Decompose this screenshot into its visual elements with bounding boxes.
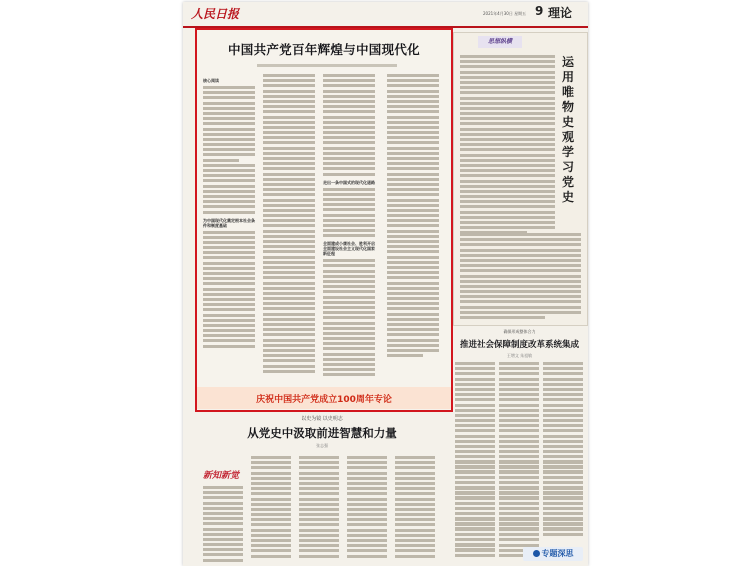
text-column bbox=[455, 460, 495, 553]
sidebar-article[interactable] bbox=[453, 32, 588, 326]
text-column bbox=[263, 74, 315, 375]
feature-title: 中国共产党百年辉煌与中国现代化 bbox=[227, 42, 420, 57]
text-column bbox=[203, 74, 255, 350]
column-tag: 思想纵横 bbox=[478, 36, 522, 48]
text-column bbox=[323, 74, 375, 379]
subhead: 核心阅读 bbox=[203, 78, 219, 83]
title-char: 习 bbox=[561, 160, 574, 174]
text-column bbox=[387, 74, 439, 359]
text-column bbox=[395, 456, 435, 560]
article-byline: 王增文 朱祖敏 bbox=[506, 353, 533, 358]
feature-banner bbox=[197, 387, 451, 409]
title-char: 党 bbox=[561, 175, 574, 189]
masthead bbox=[183, 2, 588, 28]
feature-article[interactable] bbox=[195, 28, 453, 412]
subhead: 走出一条中国式的现代化道路 bbox=[323, 179, 375, 185]
feature-dek bbox=[257, 64, 397, 67]
title-char: 唯 bbox=[561, 85, 574, 99]
article-title[interactable]: 推进社会保障制度改革系统集成 bbox=[459, 340, 579, 350]
text-column bbox=[347, 456, 387, 560]
article-kicker: 确保形成整体合力 bbox=[503, 329, 536, 334]
title-char: 物 bbox=[561, 100, 574, 114]
subhead: 为中国现代化奠定根本社会条件和制度基础 bbox=[203, 217, 255, 228]
newspaper-page bbox=[183, 2, 588, 566]
text-column bbox=[203, 486, 243, 564]
special-badge[interactable] bbox=[523, 547, 583, 561]
title-char: 用 bbox=[561, 70, 574, 84]
text-column bbox=[251, 456, 291, 560]
column-tag: 新知新觉 bbox=[203, 471, 240, 481]
title-char: 观 bbox=[561, 130, 574, 144]
sidebar-title bbox=[558, 55, 578, 205]
subhead: 全面建成小康社会、胜利开启全面建设社会主义现代化国家新征程 bbox=[323, 241, 375, 257]
article-title[interactable]: 从党史中汲取前进智慧和力量 bbox=[247, 426, 397, 440]
title-char: 运 bbox=[561, 55, 574, 69]
banner-text: 庆祝中国共产党成立100周年专论 bbox=[256, 395, 392, 405]
text-column bbox=[299, 456, 339, 560]
newspaper-logo: 人民日报 bbox=[191, 7, 240, 21]
title-char: 学 bbox=[561, 145, 574, 159]
article-byline: 张志强 bbox=[316, 443, 328, 448]
article-kicker: 以史为镜 以史明志 bbox=[301, 416, 343, 422]
title-char: 史 bbox=[561, 190, 574, 204]
text-column bbox=[543, 460, 583, 533]
sidebar-text bbox=[460, 55, 555, 237]
page-number: 9 bbox=[535, 4, 544, 18]
sidebar-text bbox=[460, 233, 581, 321]
text-column bbox=[499, 460, 539, 538]
issue-date: 2021年4月30日 星期五 bbox=[483, 11, 527, 16]
badge-text: 专题深思 bbox=[541, 549, 574, 558]
title-char: 史 bbox=[561, 115, 574, 129]
page-label: 理论 bbox=[548, 6, 573, 20]
circle-icon bbox=[533, 550, 540, 557]
